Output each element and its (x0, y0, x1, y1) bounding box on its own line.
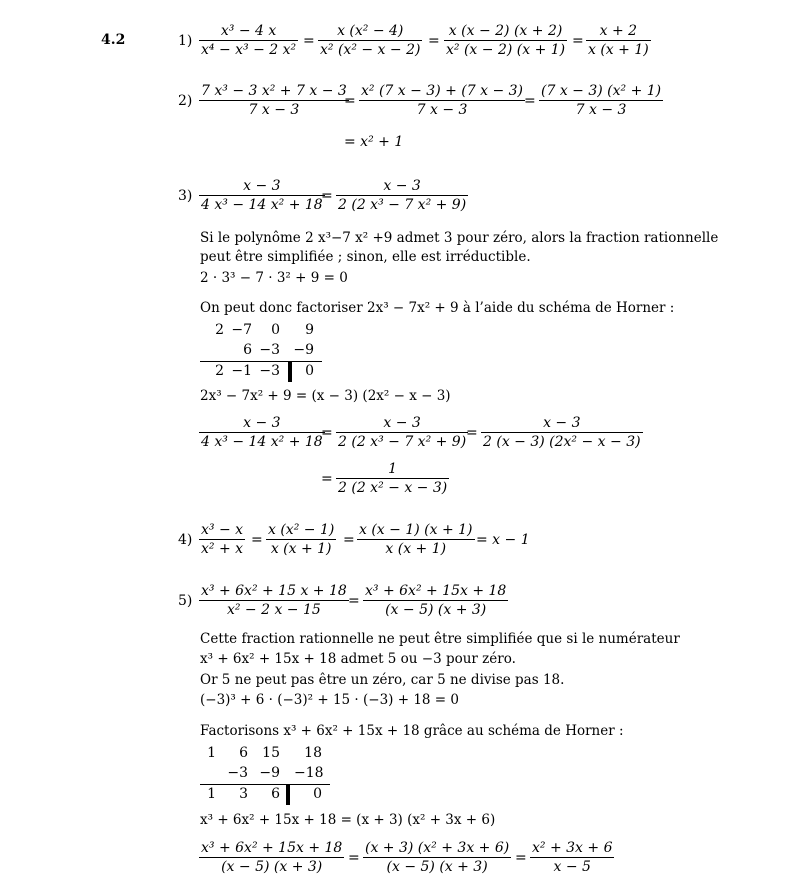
item-5-text-1: Cette fraction rationnelle ne peut être simplifiée que si le numérateur (200, 631, 680, 647)
numerator: x (x² − 1) (268, 522, 335, 538)
item-5-horner-table (196, 745, 336, 807)
horner-cell: 9 (305, 322, 314, 338)
denominator: x⁴ − x³ − 2 x² (201, 42, 297, 58)
numerator: x³ + 6x² + 15x + 18 (365, 583, 507, 599)
numerator: x³ − 4 x (199, 22, 298, 41)
item-5-frac-1 (199, 582, 349, 619)
item-1-frac-1 (199, 22, 298, 59)
denominator: x (x + 1) (385, 541, 447, 557)
numerator: x (x² − 4) (318, 22, 422, 41)
horner-cell: −3 (227, 765, 248, 781)
numerator: x − 3 (199, 414, 325, 433)
item-3-frac-5 (481, 414, 643, 451)
item-3-frac-6 (336, 460, 449, 497)
numerator: x³ + 6x² + 15 x + 18 (201, 583, 347, 599)
horner-cell: 15 (262, 745, 280, 761)
item-5-frac-4 (363, 839, 511, 876)
numerator: x − 3 (199, 177, 325, 196)
item-3-text-5: 2x³ − 7x² + 9 = (x − 3) (2x² − x − 3) (200, 388, 451, 404)
item-3-horner-table (196, 322, 326, 384)
horner-cell: −9 (293, 342, 314, 358)
horner-cell: −3 (259, 363, 280, 379)
numerator: 7 x³ − 3 x² + 7 x − 3 (201, 83, 347, 99)
horner-cell: 3 (239, 786, 248, 802)
equals-sign: = (321, 188, 333, 204)
item-2-label: 2) (178, 93, 193, 109)
equals-sign: = (251, 532, 263, 548)
equals-sign: = (524, 93, 536, 109)
denominator: 2 (2 x³ − 7 x² + 9) (338, 197, 467, 213)
equals-sign: = (348, 850, 360, 866)
numerator: x (x − 1) (x + 1) (359, 522, 473, 538)
denominator: x (x + 1) (270, 541, 332, 557)
item-5-text-2: x³ + 6x² + 15x + 18 admet 5 ou −3 pour zéro. (200, 651, 516, 667)
numerator: x − 3 (481, 414, 643, 433)
denominator: 7 x − 3 (416, 102, 468, 118)
numerator: 1 (336, 460, 449, 479)
equals-sign: = (344, 93, 356, 109)
denominator: 4 x³ − 14 x² + 18 (201, 434, 323, 450)
horner-cell: −1 (231, 363, 252, 379)
item-3-text-3: 2 · 3³ − 7 · 3² + 9 = 0 (200, 270, 348, 286)
equals-sign: = (466, 425, 478, 441)
denominator: 2 (x − 3) (2x² − x − 3) (483, 434, 641, 450)
numerator: x + 2 (586, 22, 651, 41)
denominator: (x − 5) (x + 3) (221, 859, 323, 875)
denominator: x − 5 (553, 859, 591, 875)
equals-sign: = (321, 471, 333, 487)
horner-cell: 1 (207, 786, 216, 802)
numerator: x − 3 (336, 414, 468, 433)
horner-cell: −3 (259, 342, 280, 358)
denominator: 2 (2 x³ − 7 x² + 9) (338, 434, 467, 450)
equals-sign: = (321, 425, 333, 441)
horner-line (200, 361, 322, 362)
item-5-text-3: Or 5 ne peut pas être un zéro, car 5 ne divise pas 18. (200, 672, 565, 688)
item-5-text-6: x³ + 6x² + 15x + 18 = (x + 3) (x² + 3x + 6) (200, 812, 496, 828)
item-1-frac-4 (586, 22, 651, 59)
item-1-frac-3 (444, 22, 567, 59)
equals-sign: = (428, 33, 440, 49)
item-5-text-4: (−3)³ + 6 · (−3)² + 15 · (−3) + 18 = 0 (200, 692, 459, 708)
item-3-text-4: On peut donc factoriser 2x³ − 7x² + 9 à l’aide du schéma de Horner : (200, 300, 675, 316)
equals-sign: = (348, 593, 360, 609)
item-3-frac-1 (199, 177, 325, 214)
denominator: 7 x − 3 (575, 102, 627, 118)
denominator: x (x + 1) (588, 42, 649, 58)
denominator: x² (x² − x − 2) (320, 42, 421, 58)
item-5-frac-5 (530, 839, 614, 876)
equals-sign: = (343, 532, 355, 548)
horner-cell: 6 (239, 745, 248, 761)
equals-sign: = (572, 33, 584, 49)
horner-cell: 0 (305, 363, 314, 379)
item-3-label: 3) (178, 188, 193, 204)
item-5-frac-3 (199, 839, 344, 876)
item-2-frac-1 (199, 82, 349, 119)
denominator: 2 (2 x² − x − 3) (338, 480, 448, 496)
equals-sign: = (303, 33, 315, 49)
item-4-result: = x − 1 (476, 532, 530, 548)
numerator: x³ − x (201, 522, 244, 538)
horner-cell: 18 (304, 745, 322, 761)
item-5-label: 5) (178, 593, 193, 609)
item-3-frac-2 (336, 177, 468, 214)
numerator: x² (7 x − 3) + (7 x − 3) (361, 83, 524, 99)
item-3-text-2: peut être simplifiée ; sinon, elle est irréductible. (200, 249, 531, 265)
section-number: 4.2 (101, 32, 126, 48)
numerator: (x + 3) (x² + 3x + 6) (365, 840, 510, 856)
denominator: 7 x − 3 (248, 102, 300, 118)
denominator: x² (x − 2) (x + 1) (446, 42, 566, 58)
item-3-text-1: Si le polynôme 2 x³−7 x² +9 admet 3 pour zéro, alors la fraction rationnelle (200, 230, 719, 246)
numerator: x (x − 2) (x + 2) (444, 22, 567, 41)
numerator: x² + 3x + 6 (532, 840, 613, 856)
item-4-frac-2 (266, 521, 336, 558)
numerator: (7 x − 3) (x² + 1) (541, 83, 662, 99)
item-4-frac-3 (357, 521, 475, 558)
horner-cell: 2 (215, 322, 224, 338)
denominator: (x − 5) (x + 3) (386, 859, 488, 875)
denominator: 4 x³ − 14 x² + 18 (201, 197, 323, 213)
horner-cell: 6 (271, 786, 280, 802)
item-1-frac-2 (318, 22, 422, 59)
denominator: x² + x (201, 541, 244, 557)
horner-bar (286, 785, 290, 805)
item-3-frac-4 (336, 414, 468, 451)
item-1-label: 1) (178, 33, 193, 49)
horner-cell: −18 (294, 765, 324, 781)
numerator: x³ + 6x² + 15x + 18 (201, 840, 343, 856)
horner-line (200, 784, 330, 785)
item-2-frac-2 (359, 82, 525, 119)
equals-sign: = (515, 850, 527, 866)
horner-cell: 1 (207, 745, 216, 761)
item-4-frac-1 (199, 521, 245, 558)
item-4-label: 4) (178, 532, 193, 548)
item-5-text-5: Factorisons x³ + 6x² + 15x + 18 grâce au schéma de Horner : (200, 723, 624, 739)
horner-cell: 0 (313, 786, 322, 802)
horner-cell: −7 (231, 322, 252, 338)
denominator: (x − 5) (x + 3) (385, 602, 487, 618)
item-5-frac-2 (363, 582, 508, 619)
horner-cell: −9 (259, 765, 280, 781)
horner-cell: 2 (215, 363, 224, 379)
horner-cell: 0 (271, 322, 280, 338)
numerator: x − 3 (336, 177, 468, 196)
denominator: x² − 2 x − 15 (226, 602, 321, 618)
horner-cell: 6 (243, 342, 252, 358)
item-3-frac-3 (199, 414, 325, 451)
item-2-result: = x² + 1 (344, 134, 404, 150)
item-2-frac-3 (539, 82, 663, 119)
